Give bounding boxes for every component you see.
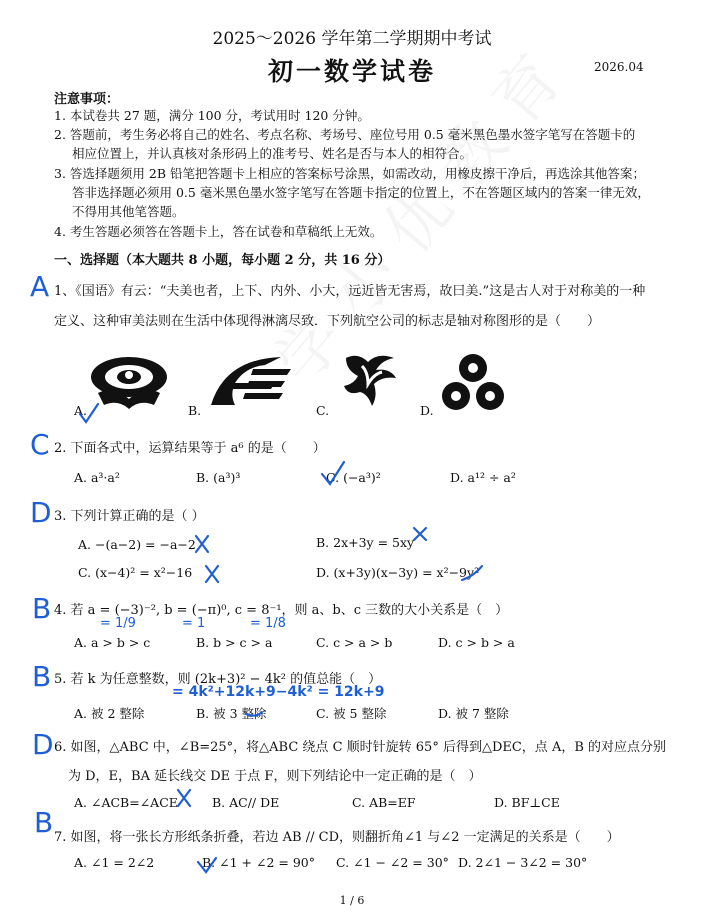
notice-item: 2. 答题前，考生务必将自己的姓名、考点名称、考场号、座位号用 0.5 毫米黑色墨水签字笔写在答题卡的 [54, 127, 636, 142]
question-7: 7. 如图，将一张长方形纸条折叠，若边 AB // CD，则翻折角∠1 与∠2 一定满足的关系是（ ） [54, 830, 620, 845]
notice-item: 4. 考生答题必须答在答题卡上，答在试卷和草稿纸上无效。 [54, 224, 383, 239]
question-2: 2. 下面各式中，运算结果等于 a⁶ 的是（ ） [54, 441, 326, 456]
notice-item: 3. 答选择题须用 2B 铅笔把答题卡上相应的答案标号涂黑，如需改动，用橡皮擦干净后，再选涂其他答案； [54, 166, 645, 181]
q4-option-c: C. c > a > b [316, 635, 393, 650]
q7-option-d: D. 2∠1 − 3∠2 = 30° [458, 855, 588, 870]
q6-option-d: D. BF⊥CE [494, 795, 560, 810]
notice-item: 不得用其他笔答题。 [72, 204, 185, 219]
cross-mark-icon [206, 566, 218, 582]
q3-option-c: C. (x−4)² = x²−16 [78, 565, 193, 580]
q5-option-c: C. 被 5 整除 [316, 706, 387, 721]
q1-option-c: C. [316, 403, 330, 418]
handwritten-answer-7: B [34, 806, 54, 839]
q1-option-d: D. [420, 403, 434, 418]
cross-mark-icon [178, 790, 190, 806]
check-mark-icon [80, 404, 98, 422]
handwritten-q4-c: = 1/8 [250, 616, 286, 631]
check-mark-icon [462, 566, 482, 580]
exam-title: 2025～2026 学年第二学期期中考试 [212, 29, 492, 49]
question-5: 5. 若 k 为任意整数，则 (2k+3)² − 4k² 的值总能（ ） [54, 672, 382, 687]
notice-item: 1. 本试卷共 27 题，满分 100 分，考试用时 120 分钟。 [54, 108, 370, 123]
paper-date: 2026.04 [594, 60, 644, 74]
q2-option-d: D. a¹² ÷ a² [450, 470, 516, 485]
q7-option-c: C. ∠1 − ∠2 = 30° [336, 855, 449, 870]
q7-option-a: A. ∠1 = 2∠2 [74, 855, 155, 870]
question-6-line2: 为 D，E，BA 延长线交 DE 于点 F，则下列结论中一定正确的是（ ） [68, 769, 482, 784]
check-mark-icon [322, 462, 344, 484]
q3-option-d: D. (x+3y)(x−3y) = x²−9y² [316, 565, 480, 580]
cross-mark-icon [414, 528, 426, 540]
q5-option-d: D. 被 7 整除 [438, 706, 509, 721]
question-6-line1: 6. 如图，△ABC 中，∠B=25°，将△ABC 绕点 C 顺时针旋转 65° 后得到△DEC，点 A，B 的对应点分别 [54, 740, 667, 755]
q4-option-a: A. a > b > c [74, 635, 151, 650]
q7-option-b: B. ∠1 + ∠2 = 90° [202, 855, 315, 870]
notice-item: 相应位置上，并认真核对条形码上的准考号、姓名是否与本人的相符合。 [72, 146, 473, 161]
section-title: 一、选择题（本大题共 8 小题，每小题 2 分，共 16 分） [54, 253, 391, 268]
q4-option-d: D. c > b > a [438, 635, 515, 650]
handwritten-answer-4: B [32, 592, 52, 625]
question-1-line1: 1、《国语》有云：“夫美也者，上下、内外、小大，远近皆无害焉，故曰美.”这是古人对于对称美的一种 [54, 284, 646, 299]
q2-option-c: C. (−a³)² [326, 470, 381, 485]
handwritten-answer-6: D [32, 728, 54, 761]
notice-heading: 注意事项： [54, 92, 120, 107]
handwritten-answer-3: D [30, 496, 52, 529]
q5-option-a: A. 被 2 整除 [74, 706, 145, 721]
underline-mark-icon [246, 712, 262, 716]
handwritten-answer-2: C [30, 428, 50, 461]
handwritten-q4-b: = 1 [182, 616, 206, 631]
handwritten-answer-1: A [30, 270, 50, 303]
q1-option-a: A. [74, 403, 88, 418]
q3-option-b: B. 2x+3y = 5xy [316, 535, 415, 550]
check-mark-icon [198, 858, 216, 872]
q4-option-b: B. b > c > a [196, 635, 273, 650]
handwritten-q4-a: = 1/9 [100, 616, 136, 631]
handwritten-answer-5: B [32, 660, 52, 693]
question-3: 3. 下列计算正确的是（ ） [54, 509, 205, 524]
q6-option-b: B. AC// DE [212, 795, 280, 810]
q3-option-a: A. −(a−2) = −a−2 [78, 537, 196, 552]
q1-option-b: B. [188, 403, 202, 418]
q2-option-a: A. a³·a² [74, 470, 120, 485]
q2-option-b: B. (a³)³ [196, 470, 241, 485]
question-1-line2: 定义、这种审美法则在生活中体现得淋漓尽致．下列航空公司的标志是轴对称图形的是（ ） [54, 314, 601, 329]
q6-option-c: C. AB=EF [352, 795, 416, 810]
q6-option-a: A. ∠ACB=∠ACE [74, 795, 178, 810]
question-4: 4. 若 a = (−3)⁻², b = (−π)⁰, c = 8⁻¹，则 a、b、c 三数的大小关系是（ ） [54, 603, 509, 618]
handwritten-q5-work: = 4k²+12k+9−4k² = 12k+9 [172, 684, 385, 700]
paper-title: 初一数学试卷 [267, 57, 436, 86]
page-number: 1 / 6 [339, 894, 365, 907]
q5-option-b: B. 被 3 整除 [196, 706, 267, 721]
notice-item: 答非选择题必须用 0.5 毫米黑色墨水签字笔写在答题卡指定的位置上，不在答题区域内的答案一律无效， [72, 185, 650, 200]
cross-mark-icon [196, 536, 208, 552]
